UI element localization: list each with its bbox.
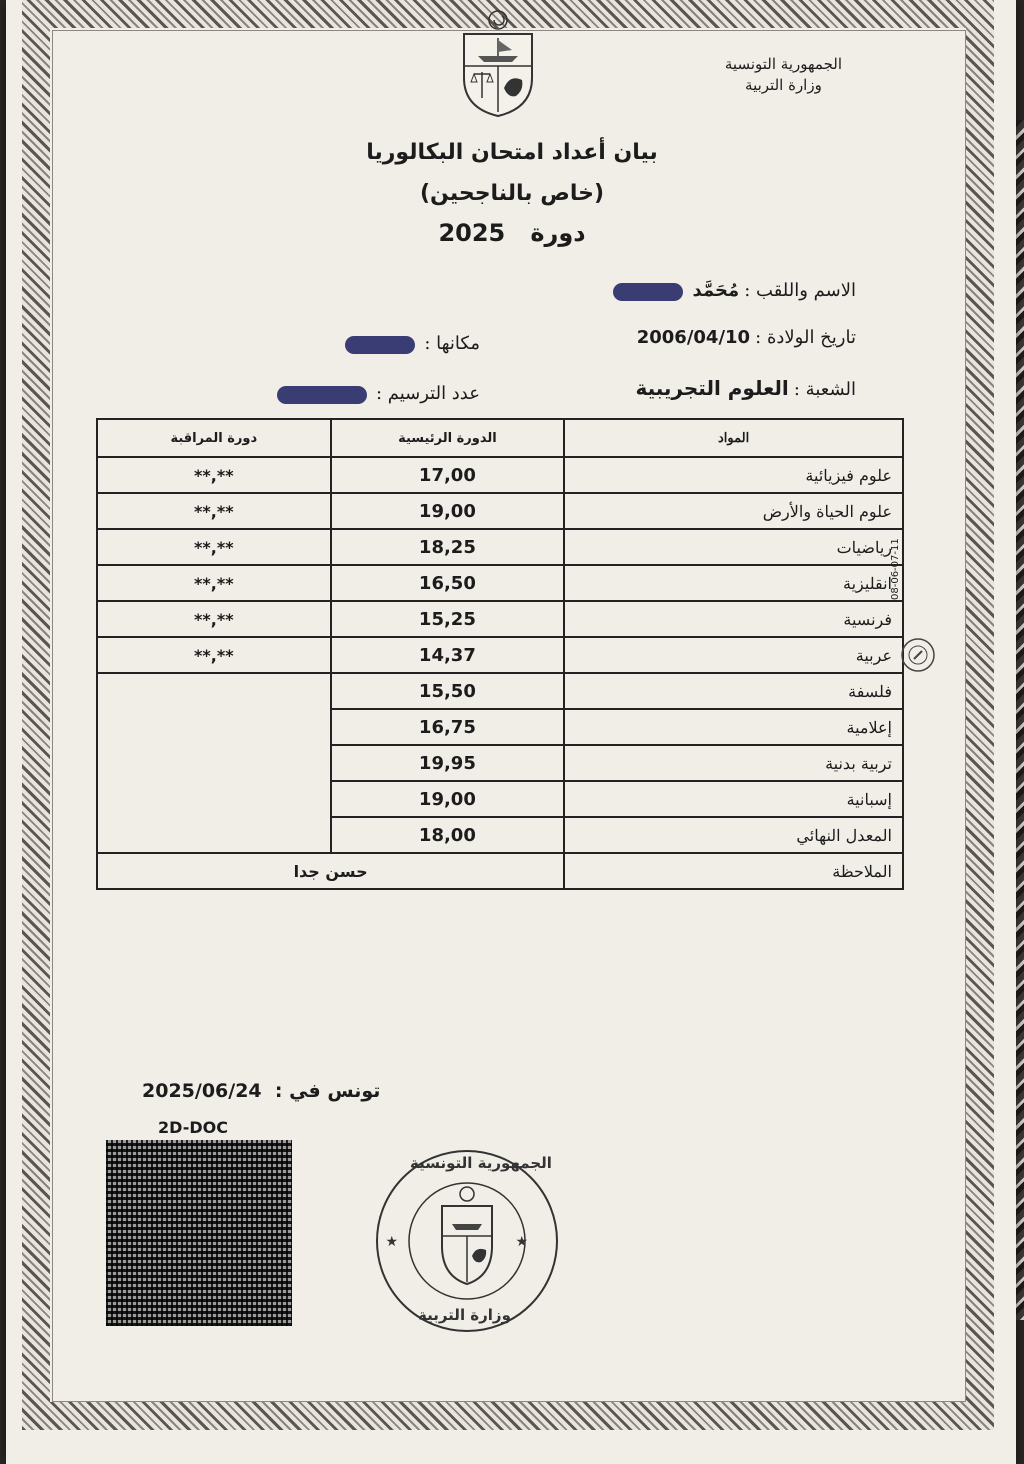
main-grade-cell: 19,00 xyxy=(331,781,565,817)
2d-barcode xyxy=(106,1140,292,1326)
document-title: بيان أعداد امتحان البكالوريا xyxy=(366,140,658,165)
document-subtitle: (خاص بالناجحين) xyxy=(420,181,604,206)
registration-row xyxy=(273,383,480,404)
remark-value: حسن جدا xyxy=(97,853,564,889)
name-row xyxy=(609,280,856,301)
table-row xyxy=(97,493,903,529)
ministry-header xyxy=(725,54,842,96)
main-grade-cell: 16,50 xyxy=(331,565,565,601)
birth-row xyxy=(637,327,856,348)
remark-label: الملاحظة xyxy=(564,853,903,889)
main-grade-cell: 16,75 xyxy=(331,709,565,745)
control-grade-cell: **,** xyxy=(97,637,331,673)
birth-label: تاريخ الولادة : xyxy=(755,327,856,348)
table-row xyxy=(97,457,903,493)
table-row xyxy=(97,565,903,601)
birth-value: 2006/04/10 xyxy=(636,327,751,348)
subject-cell: فلسفة xyxy=(564,673,903,709)
header-main-session: الدورة الرئيسية xyxy=(331,419,565,457)
coat-of-arms-icon xyxy=(452,8,544,120)
registration-redaction xyxy=(277,386,367,404)
side-stamp-number: 08-06-07-11 xyxy=(890,538,901,600)
session-line xyxy=(0,219,1024,247)
table-row xyxy=(97,529,903,565)
code-label: 2D-DOC xyxy=(158,1118,228,1137)
subject-cell: إسبانية xyxy=(564,781,903,817)
main-grade-cell: 15,50 xyxy=(331,673,565,709)
header-subjects: المواد xyxy=(564,419,903,457)
control-grade-cell: **,** xyxy=(97,565,331,601)
main-grade-cell: 19,95 xyxy=(331,745,565,781)
control-grade-cell: **,** xyxy=(97,529,331,565)
main-grade-cell: 15,25 xyxy=(331,601,565,637)
subject-cell: تربية بدنية xyxy=(564,745,903,781)
table-row xyxy=(97,601,903,637)
final-average-value: 18,00 xyxy=(331,817,565,853)
registration-label: عدد الترسيم : xyxy=(375,383,480,404)
branch-label: الشعبة : xyxy=(793,379,856,400)
place-row xyxy=(341,333,480,354)
place-date-label: تونس في : xyxy=(274,1080,381,1102)
control-grade-cell: **,** xyxy=(97,493,331,529)
place-label: مكانها : xyxy=(424,333,480,354)
subject-cell: فرنسية xyxy=(564,601,903,637)
branch-value: العلوم التجريبية xyxy=(635,376,789,400)
seal-top-text: الجمهورية التونسية xyxy=(410,1154,552,1172)
table-header-row xyxy=(97,419,903,457)
name-redaction xyxy=(613,283,683,301)
remark-row xyxy=(97,853,903,889)
control-grade-cell: **,** xyxy=(97,601,331,637)
session-label: دورة xyxy=(530,219,586,247)
subject-cell: انقليزية xyxy=(564,565,903,601)
header-control-session: دورة المراقبة xyxy=(97,419,331,457)
subject-cell: علوم فيزيائية xyxy=(564,457,903,493)
session-year: 2025 xyxy=(438,219,506,247)
table-row xyxy=(97,673,903,709)
seal-bottom-text: وزارة التربية xyxy=(418,1306,511,1324)
republic-text: الجمهورية التونسية xyxy=(724,55,842,73)
subject-cell: عربية xyxy=(564,637,903,673)
subject-cell: رياضيات xyxy=(564,529,903,565)
svg-text:★: ★ xyxy=(515,1234,528,1250)
name-label: الاسم واللقب : xyxy=(744,280,856,301)
subject-cell: علوم الحياة والأرض xyxy=(564,493,903,529)
grades-table xyxy=(96,418,904,890)
table-row xyxy=(97,637,903,673)
subject-cell: إعلامية xyxy=(564,709,903,745)
main-grade-cell: 17,00 xyxy=(331,457,565,493)
main-grade-cell: 18,25 xyxy=(331,529,565,565)
control-empty-cell xyxy=(97,673,331,853)
main-grade-cell: 14,37 xyxy=(331,637,565,673)
svg-text:★: ★ xyxy=(385,1234,398,1250)
ministry-text: وزارة التربية xyxy=(745,76,822,94)
main-grade-cell: 19,00 xyxy=(331,493,565,529)
name-value: مُحَمَّد xyxy=(692,280,740,301)
final-average-label: المعدل النهائي xyxy=(564,817,903,853)
control-grade-cell: **,** xyxy=(97,457,331,493)
place-redaction xyxy=(345,336,415,354)
branch-row xyxy=(635,376,856,400)
date-line xyxy=(142,1080,380,1102)
issue-date: 2025/06/24 xyxy=(142,1080,262,1102)
